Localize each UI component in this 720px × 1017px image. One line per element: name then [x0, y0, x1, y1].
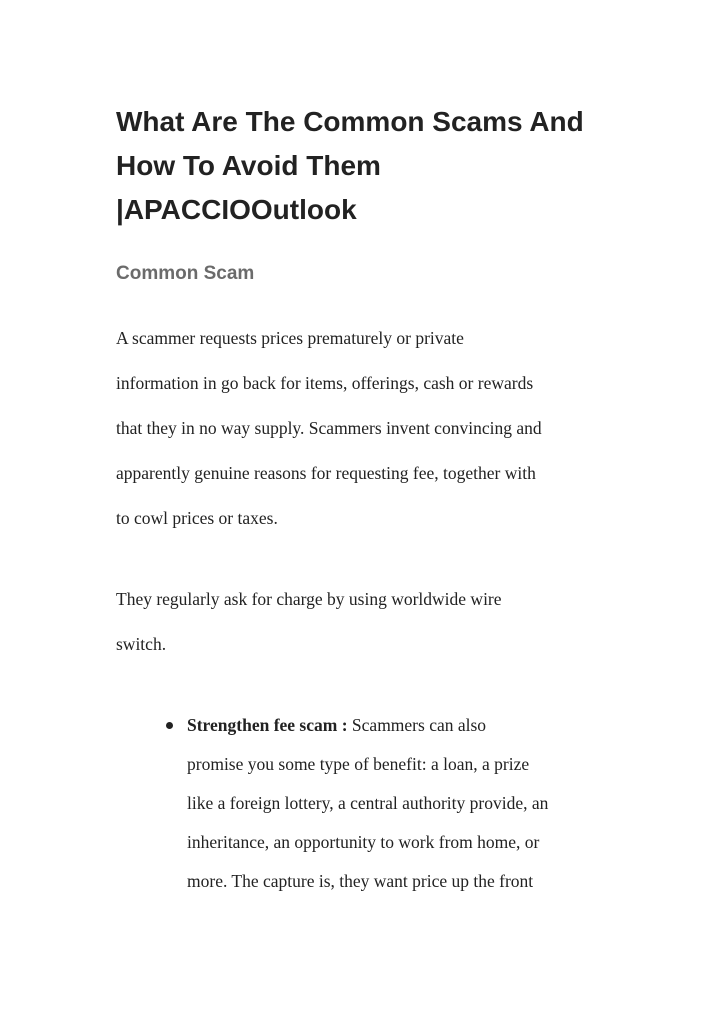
paragraph-line: switch.: [116, 634, 167, 654]
title-line: How To Avoid Them: [116, 150, 381, 181]
paragraph-intro: [116, 316, 542, 541]
paragraph-wire-transfer: [116, 577, 502, 667]
paragraph-line: A scammer requests prices prematurely or private: [116, 328, 464, 348]
bullet-line: inheritance, an opportunity to work from home, or: [187, 832, 540, 852]
bullet-dot-icon: [166, 722, 173, 729]
bullet-list: [187, 706, 548, 901]
title-line: What Are The Common Scams And: [116, 106, 584, 137]
title-line: |APACCIOOutlook: [116, 194, 357, 225]
paragraph-line: information in go back for items, offerings, cash or rewards: [116, 373, 534, 393]
bullet-first-line: [187, 706, 548, 745]
bullet-line: more. The capture is, they want price up the front: [187, 871, 534, 891]
paragraph-line: They regularly ask for charge by using worldwide wire: [116, 589, 502, 609]
paragraph-line: to cowl prices or taxes.: [116, 508, 278, 528]
bullet-item: [187, 706, 548, 901]
bullet-bold-lead: Strengthen fee scam :: [187, 715, 348, 735]
bullet-first-line-text: Scammers can also: [347, 715, 487, 735]
paragraph-line: apparently genuine reasons for requesting fee, together with: [116, 463, 536, 483]
page-title: [116, 100, 636, 232]
paragraph-line: that they in no way supply. Scammers invent convincing and: [116, 418, 542, 438]
bullet-line: promise you some type of benefit: a loan, a prize: [187, 754, 530, 774]
section-subtitle: Common Scam: [116, 263, 255, 284]
bullet-line: like a foreign lottery, a central authority provide, an: [187, 793, 549, 813]
